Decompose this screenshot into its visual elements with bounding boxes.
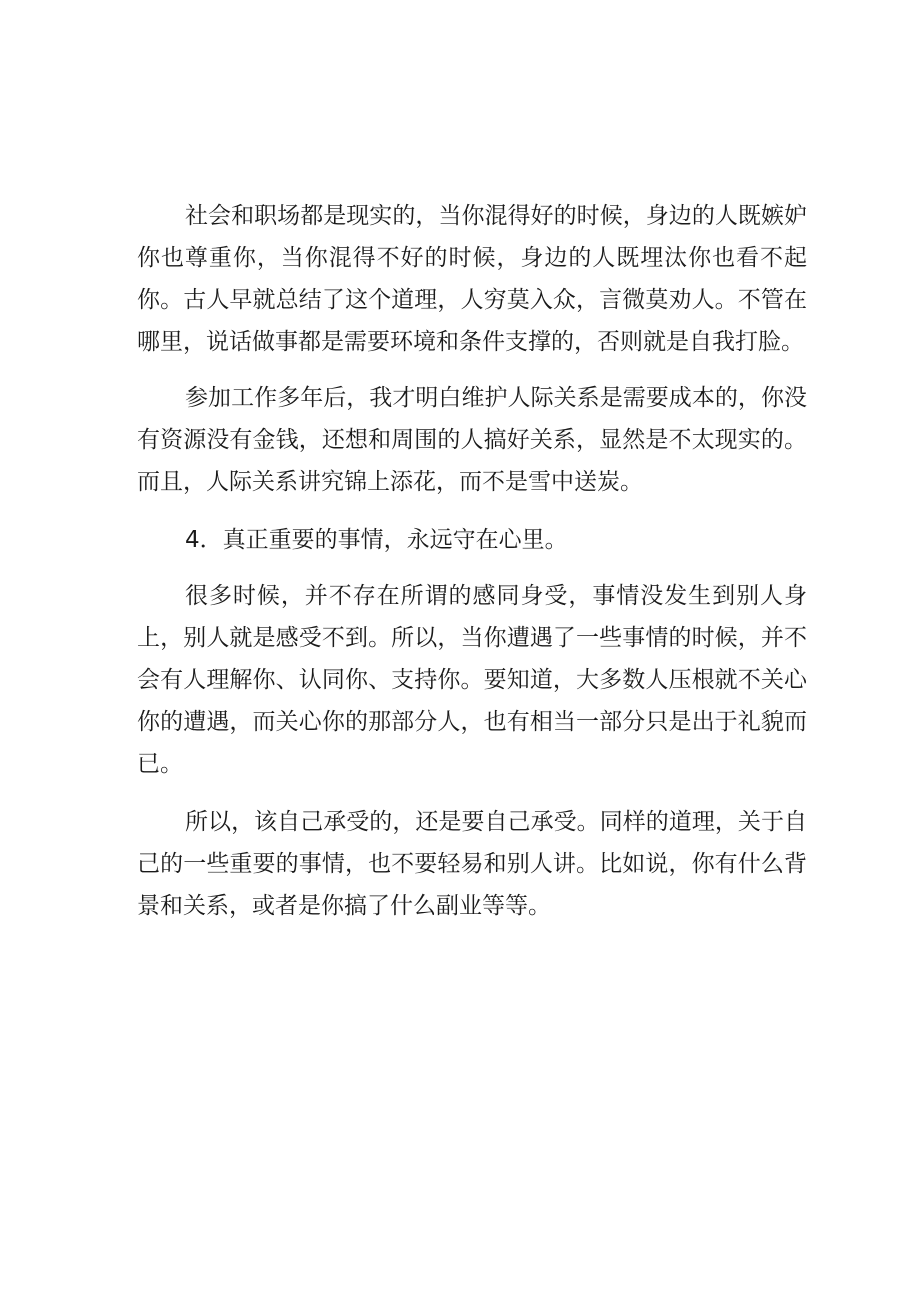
section-heading-4: 4．真正重要的事情，永远守在心里。 [185,527,568,553]
paragraph-social-reality: 社会和职场都是现实的，当你混得好的时候，身边的人既嫉妒你也尊重你，当你混得不好的时候，身边的人既埋汰你也看不起你。古人早就总结了这个道理，人穷莫入众，言微莫劝人。不管在哪里，说话做事都是需要环境和条件支撑的，否则就是自我打脸。 [137,203,807,355]
paragraph-relationship-cost: 参加工作多年后，我才明白维护人际关系是需要成本的，你没有资源没有金钱，还想和周围的人搞好关系，显然是不太现实的。而且，人际关系讲究锦上添花，而不是雪中送炭。 [137,385,807,495]
paragraph-bear-yourself: 所以，该自己承受的，还是要自己承受。同样的道理，关于自己的一些重要的事情，也不要轻易和别人讲。比如说，你有什么背景和关系，或者是你搞了什么副业等等。 [137,809,807,919]
paragraph-no-empathy: 很多时候，并不存在所谓的感同身受，事情没发生到别人身上，别人就是感受不到。所以，当你遭遇了一些事情的时候，并不会有人理解你、认同你、支持你。要知道，大多数人压根就不关心你的遭遇，而关心你的那部分人，也有相当一部分只是出于礼貌而已。 [137,583,807,777]
document-body [137,195,807,927]
